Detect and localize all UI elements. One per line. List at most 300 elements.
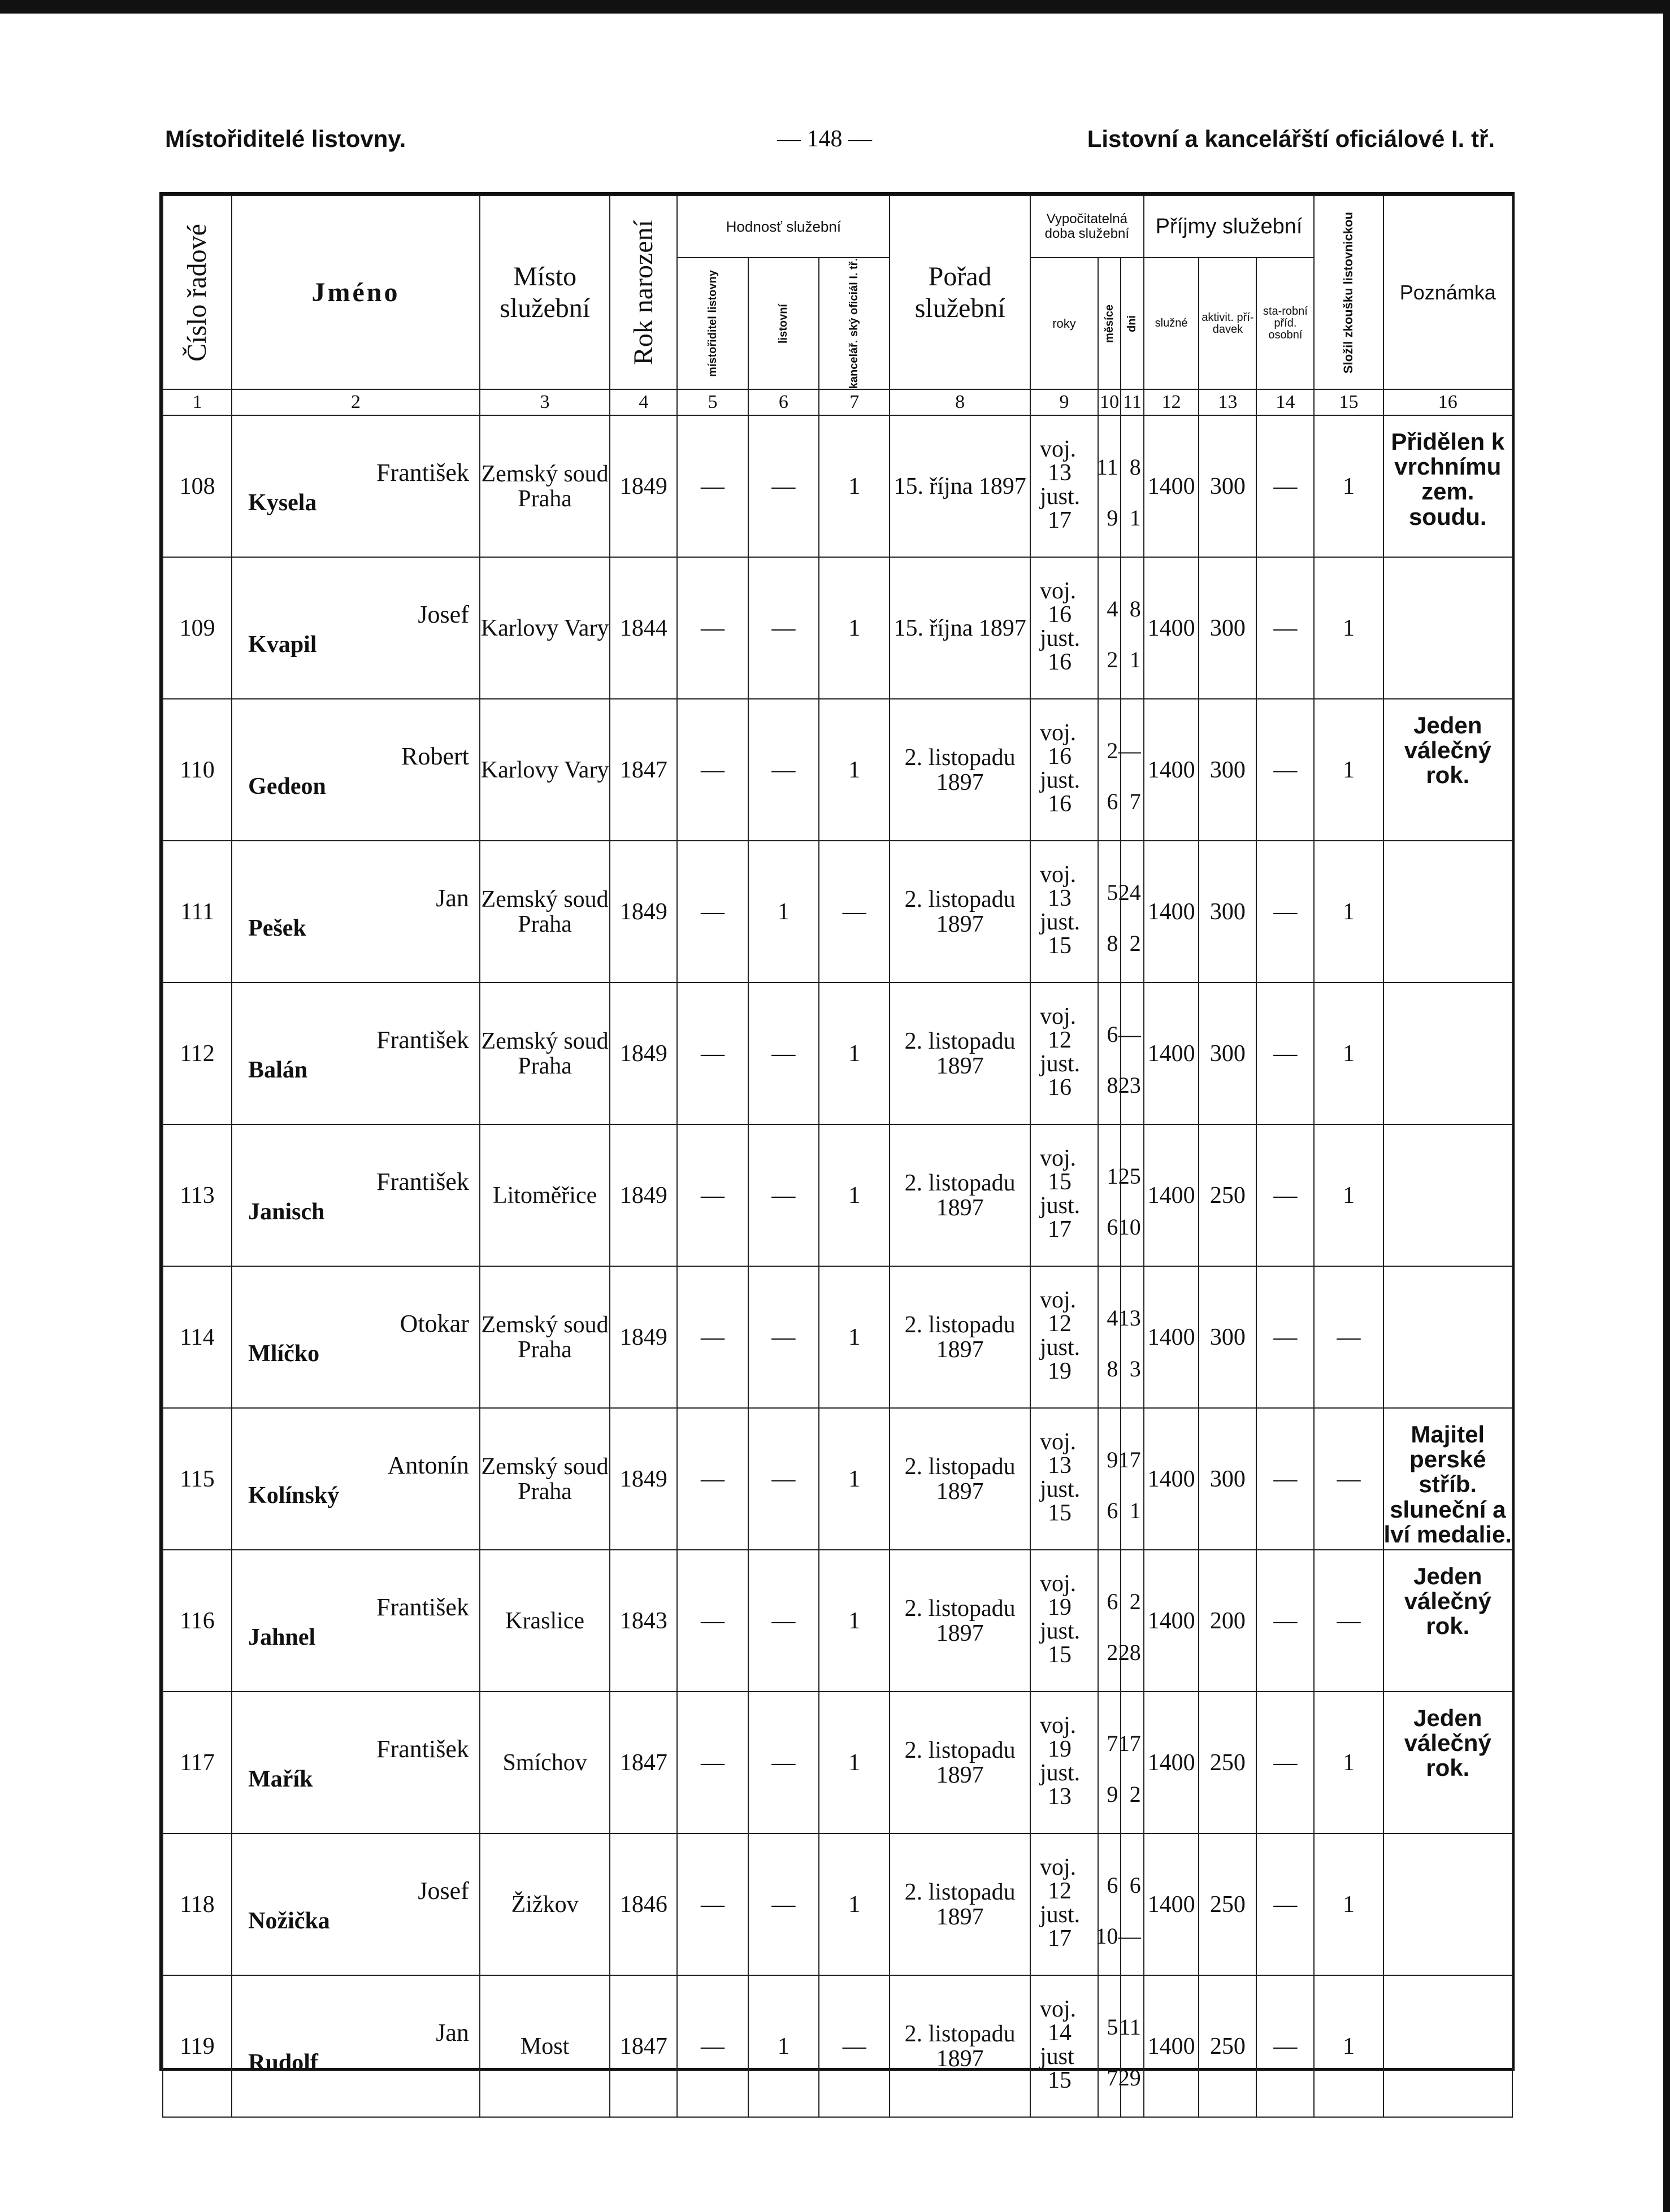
- military-label: voj.: [1039, 1003, 1077, 1030]
- header-doba-roky: roky: [1030, 258, 1098, 389]
- remark: [1383, 841, 1512, 983]
- military-years: 16: [1047, 744, 1072, 770]
- justice-years: 19: [1047, 1358, 1072, 1385]
- rank-mistoriditel: —: [677, 699, 748, 841]
- military-years: 16: [1047, 602, 1072, 628]
- place-of-service: Zemský soud Praha: [480, 415, 610, 557]
- place-of-service: Most: [480, 1975, 610, 2117]
- justice-days: 2: [1129, 1781, 1141, 1807]
- exam-passed: —: [1314, 1266, 1383, 1408]
- military-label: voj.: [1039, 1429, 1077, 1455]
- service-years: [1030, 1124, 1098, 1266]
- service-days: [1118, 699, 1143, 841]
- place-of-service: Karlovy Vary: [480, 557, 610, 699]
- exam-passed: —: [1314, 1408, 1383, 1550]
- remark: [1383, 1833, 1512, 1975]
- justice-months: 7: [1107, 2065, 1118, 2091]
- rank-oficial: 1: [819, 557, 890, 699]
- military-years: 15: [1047, 1169, 1072, 1196]
- given-name: Antonín: [387, 1452, 469, 1480]
- column-number: 4: [610, 389, 677, 415]
- header-prijmy: Příjmy služební: [1144, 195, 1315, 258]
- salary: 1400: [1144, 1550, 1199, 1692]
- row-number: 112: [163, 983, 232, 1124]
- justice-days: 1: [1129, 505, 1141, 531]
- service-days: [1118, 1550, 1143, 1692]
- header-sluzne: služné: [1144, 258, 1199, 389]
- column-number-row: [163, 389, 1512, 415]
- column-number: 9: [1030, 389, 1098, 415]
- seniority-allowance: —: [1256, 1124, 1314, 1266]
- rank-listovni: —: [748, 983, 819, 1124]
- header-zkousku: Složil zkoušku listovnickou: [1314, 195, 1383, 389]
- military-days: 25: [1118, 1163, 1141, 1189]
- rank-oficial: 1: [819, 1692, 890, 1833]
- given-name: Jan: [436, 2019, 469, 2047]
- remark: Přidělen k vrchnímu zem. soudu.: [1383, 415, 1512, 557]
- exam-passed: 1: [1314, 557, 1383, 699]
- running-head-right: Listovní a kancelářští oficiálové I. tř.: [1087, 125, 1495, 152]
- name-cell: [232, 699, 480, 841]
- header-aktivitni: aktivit. pří-davek: [1199, 258, 1256, 389]
- table-row: [163, 415, 1512, 557]
- header-cislo: Číslo řadové: [163, 195, 232, 389]
- military-months: 4: [1107, 596, 1118, 622]
- military-days: 8: [1129, 454, 1141, 480]
- column-number: 8: [890, 389, 1030, 415]
- seniority-allowance: —: [1256, 841, 1314, 983]
- service-order: 15. října 1897: [890, 415, 1030, 557]
- rank-listovni: —: [748, 1408, 819, 1550]
- row-number: 116: [163, 1550, 232, 1692]
- military-days: 6: [1129, 1872, 1141, 1898]
- justice-days: 28: [1118, 1640, 1141, 1666]
- service-years: [1030, 1692, 1098, 1833]
- row-number: 119: [163, 1975, 232, 2117]
- register-table-frame: [159, 192, 1515, 2094]
- military-label: voj.: [1039, 436, 1077, 463]
- rank-listovni: —: [748, 1550, 819, 1692]
- justice-years: 16: [1047, 649, 1072, 676]
- table-row: [163, 841, 1512, 983]
- given-name: František: [376, 1026, 469, 1054]
- row-number: 117: [163, 1692, 232, 1833]
- rank-listovni: —: [748, 1692, 819, 1833]
- service-months: [1098, 1266, 1121, 1408]
- justice-months: 8: [1107, 931, 1118, 957]
- table-row: [163, 1266, 1512, 1408]
- rank-listovni: —: [748, 1833, 819, 1975]
- activity-allowance: 300: [1199, 415, 1256, 557]
- column-number: 2: [232, 389, 480, 415]
- given-name: Robert: [401, 742, 469, 771]
- activity-allowance: 250: [1199, 1833, 1256, 1975]
- exam-passed: —: [1314, 1550, 1383, 1692]
- military-years: 12: [1047, 1878, 1072, 1905]
- military-months: 11: [1096, 454, 1118, 480]
- seniority-allowance: —: [1256, 1975, 1314, 2117]
- column-number: 14: [1256, 389, 1314, 415]
- table-row: [163, 1550, 1512, 1692]
- header-doba-mesice: měsíce: [1098, 258, 1121, 389]
- military-days: 17: [1118, 1447, 1141, 1473]
- service-order: 2. listopadu 1897: [890, 699, 1030, 841]
- remark: [1383, 1266, 1512, 1408]
- given-name: František: [376, 1593, 469, 1622]
- service-years: [1030, 1833, 1098, 1975]
- rank-oficial: 1: [819, 415, 890, 557]
- page-number: — 148 —: [777, 126, 872, 152]
- given-name: František: [376, 1735, 469, 1763]
- seniority-allowance: —: [1256, 1833, 1314, 1975]
- service-months: [1098, 1550, 1121, 1692]
- justice-days: 1: [1129, 647, 1141, 673]
- birth-year: 1849: [610, 1408, 677, 1550]
- table-row: [163, 1408, 1512, 1550]
- justice-months: 2: [1107, 647, 1118, 673]
- justice-days: 23: [1118, 1072, 1141, 1098]
- rank-mistoriditel: —: [677, 983, 748, 1124]
- header-rok: Rok narození: [610, 195, 677, 389]
- row-number: 118: [163, 1833, 232, 1975]
- service-order: 2. listopadu 1897: [890, 983, 1030, 1124]
- place-of-service: Zemský soud Praha: [480, 1266, 610, 1408]
- given-name: Otokar: [400, 1310, 469, 1338]
- justice-months: 6: [1107, 1214, 1118, 1240]
- justice-years: 16: [1047, 791, 1072, 818]
- surname: Kysela: [248, 490, 317, 516]
- seniority-allowance: —: [1256, 1692, 1314, 1833]
- service-years: [1030, 557, 1098, 699]
- service-order: 2. listopadu 1897: [890, 1550, 1030, 1692]
- place-of-service: Kraslice: [480, 1550, 610, 1692]
- exam-passed: 1: [1314, 1975, 1383, 2117]
- birth-year: 1849: [610, 983, 677, 1124]
- name-cell: [232, 983, 480, 1124]
- table-row: [163, 699, 1512, 841]
- military-label: voj.: [1039, 1571, 1077, 1597]
- service-months: [1098, 841, 1121, 983]
- rank-mistoriditel: —: [677, 1833, 748, 1975]
- military-years: 19: [1047, 1594, 1072, 1621]
- salary: 1400: [1144, 841, 1199, 983]
- activity-allowance: 300: [1199, 1266, 1256, 1408]
- rank-oficial: —: [819, 841, 890, 983]
- exam-passed: 1: [1314, 1833, 1383, 1975]
- rank-oficial: 1: [819, 983, 890, 1124]
- surname: Balán: [248, 1057, 308, 1084]
- scan-top-border: [0, 0, 1670, 14]
- service-years: [1030, 1550, 1098, 1692]
- rank-mistoriditel: —: [677, 1124, 748, 1266]
- justice-days: —: [1118, 1923, 1141, 1949]
- justice-months: 2: [1107, 1640, 1118, 1666]
- birth-year: 1849: [610, 415, 677, 557]
- rank-listovni: 1: [748, 1975, 819, 2117]
- service-months: [1098, 557, 1121, 699]
- military-months: 1: [1107, 1163, 1118, 1189]
- rank-mistoriditel: —: [677, 841, 748, 983]
- given-name: Josef: [418, 1877, 469, 1905]
- remark: Jeden válečný rok.: [1383, 1550, 1512, 1692]
- justice-label: just.: [1039, 484, 1081, 510]
- rank-listovni: 1: [748, 841, 819, 983]
- military-months: 5: [1107, 880, 1118, 906]
- justice-label: just.: [1039, 1051, 1081, 1077]
- service-years: [1030, 841, 1098, 983]
- surname: Mlíčko: [248, 1341, 320, 1367]
- surname: Pešek: [248, 915, 306, 942]
- military-years: 13: [1047, 885, 1072, 912]
- exam-passed: 1: [1314, 983, 1383, 1124]
- rank-oficial: 1: [819, 1833, 890, 1975]
- service-order: 2. listopadu 1897: [890, 1408, 1030, 1550]
- justice-months: 6: [1107, 1498, 1118, 1524]
- table-row: [163, 1692, 1512, 1833]
- name-cell: [232, 1408, 480, 1550]
- service-days: [1121, 557, 1143, 699]
- birth-year: 1847: [610, 1692, 677, 1833]
- military-days: 2: [1129, 1589, 1141, 1615]
- column-number: 16: [1383, 389, 1512, 415]
- column-number: 6: [748, 389, 819, 415]
- justice-months: 9: [1107, 1781, 1118, 1807]
- birth-year: 1849: [610, 841, 677, 983]
- surname: Janisch: [248, 1199, 325, 1225]
- remark: Jeden válečný rok.: [1383, 1692, 1512, 1833]
- salary: 1400: [1144, 1266, 1199, 1408]
- birth-year: 1844: [610, 557, 677, 699]
- justice-days: 2: [1129, 931, 1141, 957]
- remark: Majitel perské stříb. sluneční a lví medalie.: [1383, 1408, 1512, 1550]
- military-label: voj.: [1039, 1287, 1077, 1314]
- rank-listovni: —: [748, 1124, 819, 1266]
- military-months: 9: [1107, 1447, 1118, 1473]
- activity-allowance: 250: [1199, 1692, 1256, 1833]
- seniority-allowance: —: [1256, 983, 1314, 1124]
- row-number: 111: [163, 841, 232, 983]
- rank-listovni: —: [748, 699, 819, 841]
- justice-label: just: [1039, 2044, 1074, 2070]
- service-order: 2. listopadu 1897: [890, 1124, 1030, 1266]
- header-misto: Místo služební: [480, 195, 610, 389]
- service-days: [1118, 983, 1143, 1124]
- salary: 1400: [1144, 1124, 1199, 1266]
- justice-years: 15: [1047, 1500, 1072, 1527]
- rank-mistoriditel: —: [677, 415, 748, 557]
- military-days: —: [1118, 1022, 1141, 1048]
- salary: 1400: [1144, 1833, 1199, 1975]
- justice-label: just.: [1039, 625, 1081, 652]
- rank-oficial: 1: [819, 1124, 890, 1266]
- row-number: 113: [163, 1124, 232, 1266]
- justice-years: 17: [1047, 1926, 1072, 1952]
- place-of-service: Smíchov: [480, 1692, 610, 1833]
- justice-label: just.: [1039, 767, 1081, 794]
- service-months: [1098, 1975, 1121, 2117]
- justice-months: 6: [1107, 789, 1118, 815]
- birth-year: 1843: [610, 1550, 677, 1692]
- rank-mistoriditel: —: [677, 1975, 748, 2117]
- column-number: 11: [1121, 389, 1143, 415]
- service-order: 2. listopadu 1897: [890, 1692, 1030, 1833]
- salary: 1400: [1144, 699, 1199, 841]
- military-label: voj.: [1039, 1854, 1077, 1881]
- service-order: 2. listopadu 1897: [890, 841, 1030, 983]
- header-hodnost-oficial: kancelář. ský oficiál I. tř.: [819, 258, 890, 389]
- military-years: 19: [1047, 1736, 1072, 1763]
- header-porad: Pořad služební: [890, 195, 1030, 389]
- justice-label: just.: [1039, 909, 1081, 936]
- column-number: 12: [1144, 389, 1199, 415]
- birth-year: 1849: [610, 1124, 677, 1266]
- header-hodnost-listovni: listovní: [748, 258, 819, 389]
- military-label: voj.: [1039, 1145, 1077, 1172]
- activity-allowance: 250: [1199, 1975, 1256, 2117]
- surname: Nožička: [248, 1908, 330, 1935]
- column-number: 5: [677, 389, 748, 415]
- rank-mistoriditel: —: [677, 557, 748, 699]
- justice-years: 16: [1047, 1075, 1072, 1101]
- activity-allowance: 300: [1199, 841, 1256, 983]
- exam-passed: 1: [1314, 415, 1383, 557]
- service-order: 2. listopadu 1897: [890, 1975, 1030, 2117]
- scan-right-border: [1663, 0, 1670, 2212]
- justice-days: 7: [1129, 789, 1141, 815]
- exam-passed: 1: [1314, 841, 1383, 983]
- place-of-service: Litoměřice: [480, 1124, 610, 1266]
- activity-allowance: 300: [1199, 557, 1256, 699]
- service-years: [1030, 415, 1098, 557]
- service-years: [1030, 1266, 1098, 1408]
- activity-allowance: 200: [1199, 1550, 1256, 1692]
- justice-years: 17: [1047, 507, 1072, 534]
- justice-months: 8: [1107, 1072, 1118, 1098]
- service-months: [1098, 415, 1121, 557]
- given-name: František: [376, 1168, 469, 1196]
- column-number: 7: [819, 389, 890, 415]
- rank-oficial: —: [819, 1975, 890, 2117]
- register-table: [162, 195, 1513, 2118]
- salary: 1400: [1144, 415, 1199, 557]
- name-cell: [232, 415, 480, 557]
- justice-label: just.: [1039, 1760, 1081, 1787]
- name-cell: [232, 1975, 480, 2117]
- row-number: 109: [163, 557, 232, 699]
- military-days: 17: [1118, 1731, 1141, 1757]
- rank-oficial: 1: [819, 1266, 890, 1408]
- justice-years: 15: [1047, 1642, 1072, 1668]
- military-days: 13: [1118, 1305, 1141, 1331]
- military-days: 11: [1119, 2014, 1141, 2040]
- service-years: [1030, 983, 1098, 1124]
- column-number: 10: [1098, 389, 1121, 415]
- remark: [1383, 983, 1512, 1124]
- justice-label: just.: [1039, 1193, 1081, 1219]
- surname: Kolínský: [248, 1483, 340, 1509]
- military-months: 2: [1107, 738, 1118, 764]
- military-label: voj.: [1039, 578, 1077, 605]
- given-name: Josef: [418, 601, 469, 629]
- justice-years: 15: [1047, 933, 1072, 959]
- rank-oficial: 1: [819, 699, 890, 841]
- military-days: —: [1118, 738, 1141, 764]
- service-years: [1030, 699, 1098, 841]
- military-months: 6: [1107, 1589, 1118, 1615]
- header-poznamka: Poznámka: [1383, 195, 1512, 389]
- seniority-allowance: —: [1256, 1550, 1314, 1692]
- service-months: [1098, 699, 1121, 841]
- activity-allowance: 250: [1199, 1124, 1256, 1266]
- service-years: [1030, 1975, 1098, 2117]
- military-years: 12: [1047, 1311, 1072, 1337]
- military-years: 13: [1047, 460, 1072, 486]
- place-of-service: Zemský soud Praha: [480, 1408, 610, 1550]
- military-months: 6: [1107, 1872, 1118, 1898]
- military-label: voj.: [1039, 1713, 1077, 1739]
- exam-passed: 1: [1314, 1124, 1383, 1266]
- row-number: 108: [163, 415, 232, 557]
- table-row: [163, 983, 1512, 1124]
- justice-days: 3: [1129, 1356, 1141, 1382]
- military-days: 8: [1129, 596, 1141, 622]
- justice-years: 17: [1047, 1216, 1072, 1243]
- military-label: voj.: [1039, 1996, 1077, 2023]
- seniority-allowance: —: [1256, 557, 1314, 699]
- column-number: 13: [1199, 389, 1256, 415]
- name-cell: [232, 841, 480, 983]
- rank-oficial: 1: [819, 1550, 890, 1692]
- service-days: [1118, 1266, 1143, 1408]
- service-days: [1118, 1833, 1143, 1975]
- rank-oficial: 1: [819, 1408, 890, 1550]
- rank-listovni: —: [748, 1266, 819, 1408]
- salary: 1400: [1144, 1975, 1199, 2117]
- service-order: 2. listopadu 1897: [890, 1266, 1030, 1408]
- justice-years: 15: [1047, 2067, 1072, 2094]
- row-number: 110: [163, 699, 232, 841]
- header-hodnost-mistoriditel: místořiditel listovny: [677, 258, 748, 389]
- surname: Rudolf: [248, 2050, 318, 2076]
- header-starobni: sta-robní příd. osobní: [1256, 258, 1314, 389]
- name-cell: [232, 1692, 480, 1833]
- service-order: 15. října 1897: [890, 557, 1030, 699]
- row-number: 114: [163, 1266, 232, 1408]
- justice-days: 1: [1129, 1498, 1141, 1524]
- column-number: 3: [480, 389, 610, 415]
- table-row: [163, 1833, 1512, 1975]
- activity-allowance: 300: [1199, 983, 1256, 1124]
- running-head-left: Místořiditelé listovny.: [165, 125, 406, 152]
- rank-mistoriditel: —: [677, 1692, 748, 1833]
- exam-passed: 1: [1314, 1692, 1383, 1833]
- justice-label: just.: [1039, 1476, 1081, 1503]
- column-number: 1: [163, 389, 232, 415]
- salary: 1400: [1144, 983, 1199, 1124]
- remark: [1383, 557, 1512, 699]
- surname: Kvapil: [248, 632, 317, 658]
- justice-years: 13: [1047, 1784, 1072, 1810]
- place-of-service: Zemský soud Praha: [480, 841, 610, 983]
- justice-label: just.: [1039, 1618, 1081, 1645]
- service-days: [1118, 1975, 1143, 2117]
- name-cell: [232, 1550, 480, 1692]
- service-months: [1098, 1408, 1121, 1550]
- surname: Gedeon: [248, 773, 326, 800]
- name-cell: [232, 1266, 480, 1408]
- seniority-allowance: —: [1256, 415, 1314, 557]
- justice-days: 29: [1118, 2065, 1141, 2091]
